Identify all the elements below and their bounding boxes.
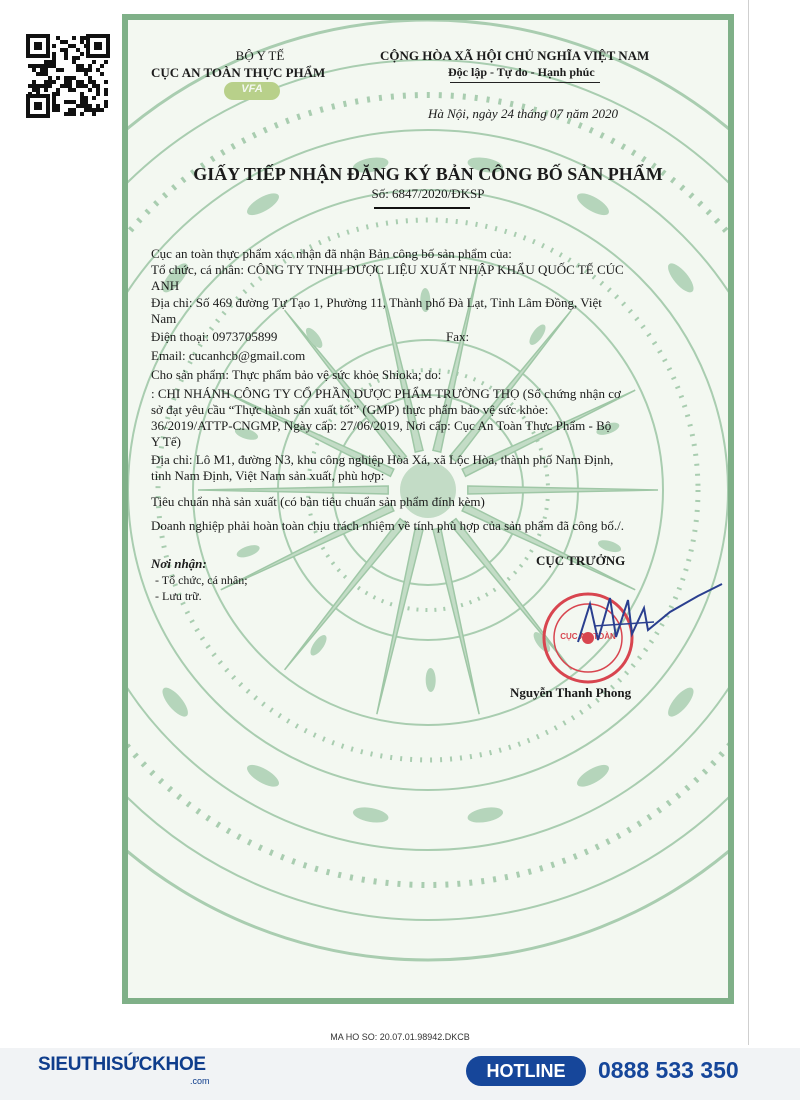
document-number: Số: 6847/2020/ĐKSP [371, 186, 485, 201]
fax: Fax: [446, 329, 470, 344]
address-line-1: Địa chỉ: Số 469 đường Tự Tạo 1, Phường 11, Thành phố Đà Lạt, Tỉnh Lâm Đồng, Việt [151, 295, 602, 310]
national-motto: Độc lập - Tự do - Hạnh phúc [448, 65, 595, 79]
manufacturer-address-2: tỉnh Nam Định, Việt Nam sản xuất, phù hợp: [151, 468, 385, 483]
ministry-name: BỘ Y TẾ [235, 48, 285, 63]
title-underline [374, 207, 470, 209]
signer-title: CỤC TRƯỞNG [536, 553, 626, 568]
certificate-frame [122, 14, 734, 1004]
hotline-button[interactable]: HOTLINE [466, 1056, 586, 1086]
email: Email: cucanhcb@gmail.com [151, 348, 306, 363]
qr-code [26, 34, 110, 118]
organization-line-1: Tổ chức, cá nhân: CÔNG TY TNHH DƯỢC LIỆU XUẤT NHẬP KHẨU QUỐC TẾ CÚC [151, 262, 624, 277]
certificate-paper [128, 20, 728, 998]
signer-name: Nguyễn Thanh Phong [510, 685, 632, 700]
country-name: CỘNG HÒA XÃ HỘI CHỦ NGHĨA VIỆT NAM [380, 48, 650, 63]
document-code: MA HO SO: 20.07.01.98942.DKCB [330, 1032, 470, 1042]
organization-line-2: ANH [151, 278, 180, 293]
handwritten-signature [558, 582, 728, 662]
site-logo-domain: .com [190, 1076, 210, 1086]
phone: Điện thoại: 0973705899 [151, 329, 278, 344]
site-logo[interactable]: SIEUTHISỨCKHOE [38, 1054, 206, 1075]
hotline-number[interactable]: 0888 533 350 [598, 1057, 739, 1083]
manufacturer-address-1: Địa chỉ: Lô M1, đường N3, khu công nghiệp Hòa Xá, xã Lộc Hòa, thành phố Nam Định, [151, 452, 614, 467]
issue-date: Hà Nội, ngày 24 tháng 07 năm 2020 [428, 106, 618, 121]
standard-line: Tiêu chuẩn nhà sản xuất (có bản tiêu chuẩn sản phẩm đính kèm) [151, 494, 485, 509]
product-line: Cho sản phẩm: Thực phẩm bảo vệ sức khỏe Shioka; do: [151, 367, 442, 382]
recipients-heading: Nơi nhận: [151, 556, 207, 571]
motto-underline [450, 82, 600, 83]
agency-name: CỤC AN TOÀN THỰC PHẨM [151, 65, 326, 80]
manufacturer-line-1: : CHI NHÁNH CÔNG TY CỔ PHẦN DƯỢC PHẨM TRƯỜNG THỌ (Số chứng nhận cơ [151, 386, 621, 401]
manufacturer-line-3: 36/2019/ATTP-CNGMP, Ngày cấp: 27/06/2019, Nơi cấp: Cục An Toàn Thực Phẩm - Bộ [151, 418, 612, 433]
vfa-logo [224, 82, 280, 100]
recipient-item: - Tổ chức, cá nhân; [155, 573, 248, 587]
document-title: GIẤY TIẾP NHẬN ĐĂNG KÝ BẢN CÔNG BỐ SẢN PHẨM [193, 164, 663, 184]
recipient-item: - Lưu trữ. [155, 589, 202, 603]
manufacturer-line-4: Y Tế) [151, 434, 181, 449]
page-edge [748, 0, 749, 1045]
seal-text: CỤC AN TOÀN [560, 632, 616, 641]
address-line-2: Nam [151, 311, 177, 326]
vfa-logo-text: VFA [241, 83, 263, 95]
intro-text: Cục an toàn thực phẩm xác nhận đã nhận Bản công bố sản phẩm của: [151, 246, 512, 261]
responsibility-line: Doanh nghiệp phải hoàn toàn chịu trách nhiệm về tính phù hợp của sản phẩm đã công bố./. [151, 518, 624, 533]
manufacturer-line-2: sở đạt yêu cầu “Thực hành sản xuất tốt” (GMP) thực phẩm bảo vệ sức khỏe: [151, 402, 549, 417]
